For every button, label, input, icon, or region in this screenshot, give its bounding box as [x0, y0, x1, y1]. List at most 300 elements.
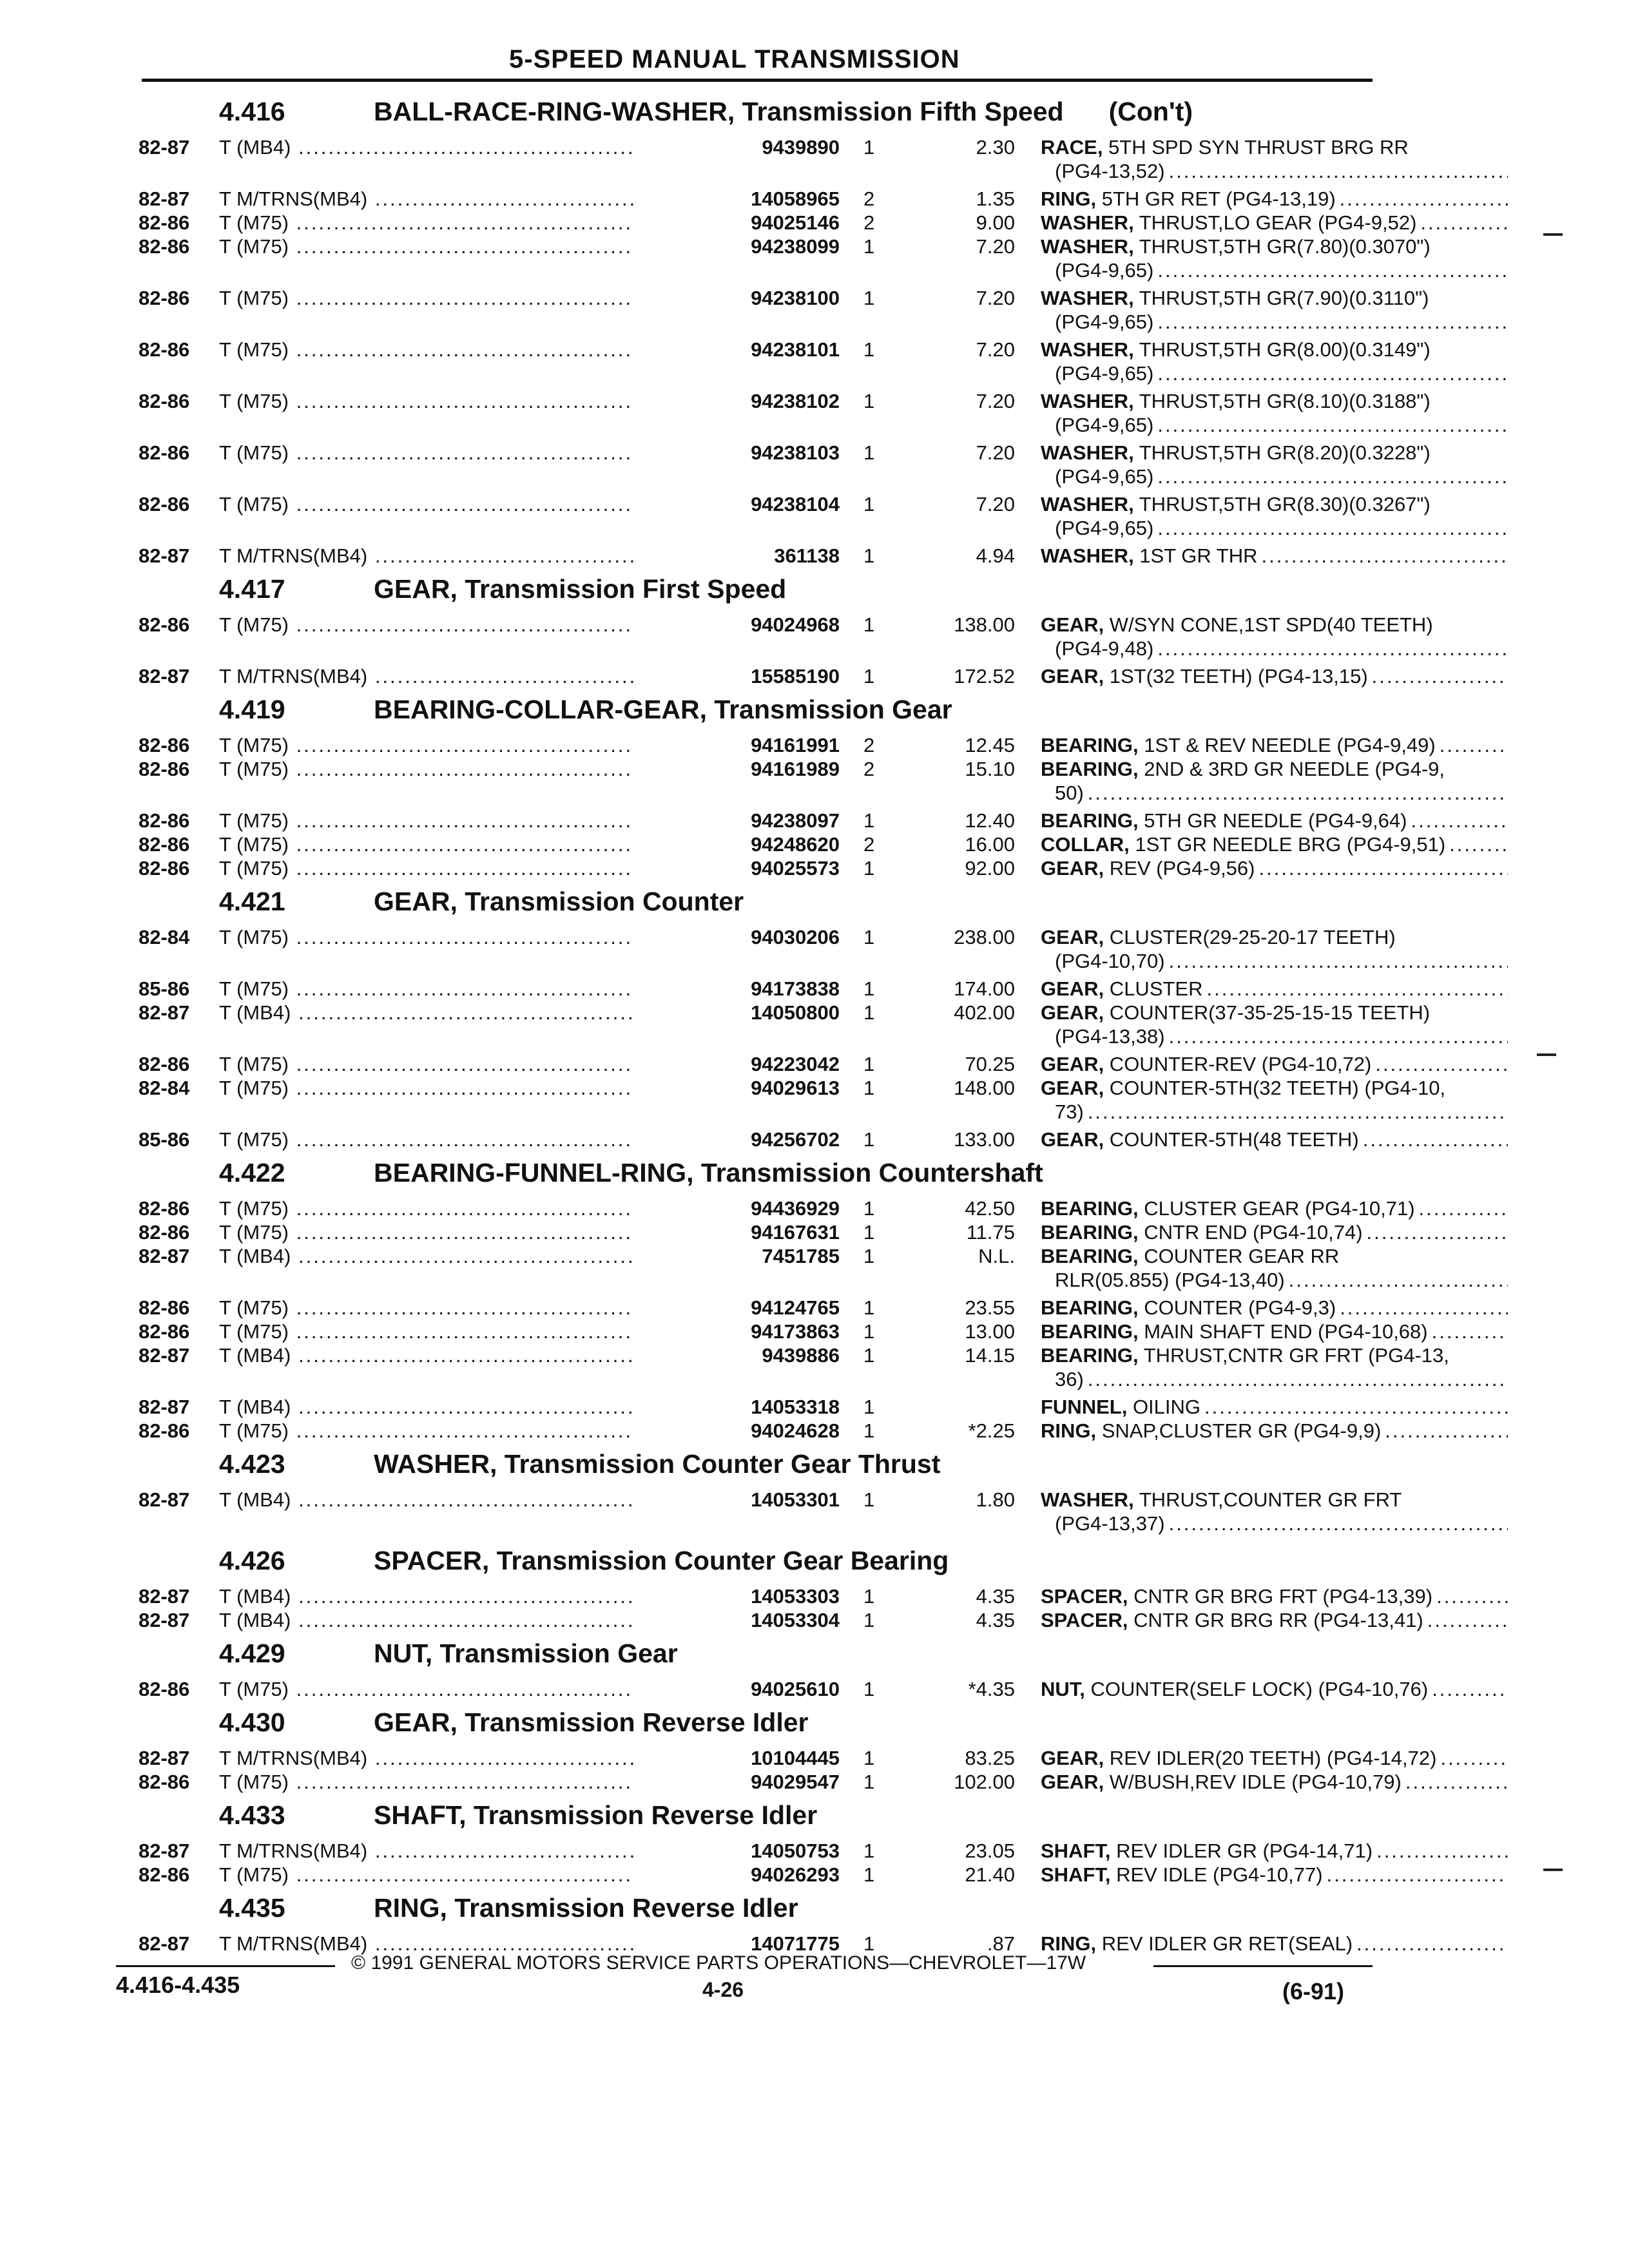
quantity: 1	[863, 1488, 875, 1511]
application: T (MB4) .....	[219, 1001, 702, 1024]
quantity: 1	[863, 857, 875, 879]
part-name-line	[1041, 1608, 1508, 1632]
part-name-detail: THRUST,5TH GR(8.10)(0.3188")	[1133, 390, 1431, 412]
part-name-line	[1041, 832, 1508, 856]
quantity: 1	[863, 1771, 875, 1793]
section-heading	[139, 880, 1382, 925]
price: N.L.	[978, 1245, 1015, 1267]
part-name	[1041, 389, 1508, 437]
part-type: RING,	[1041, 1932, 1097, 1955]
part-name-detail: COUNTER (PG4-9,3)	[1138, 1296, 1336, 1319]
part-name-line	[1041, 1001, 1508, 1024]
part-type: GEAR,	[1041, 1771, 1104, 1793]
section-title	[374, 695, 952, 725]
dot-leader	[1449, 832, 1508, 856]
dot-leader	[1088, 1100, 1508, 1124]
part-name-line	[1041, 1244, 1508, 1268]
application: T (M75) .....	[219, 338, 702, 361]
application: T M/TRNS(MB4) .....	[219, 187, 702, 211]
quantity: 1	[863, 1344, 875, 1367]
dot-leader	[1372, 664, 1508, 688]
part-row	[139, 1296, 1382, 1320]
model-years: 82-86	[139, 833, 190, 856]
part-name-detail: (PG4-13,38)	[1055, 1025, 1165, 1048]
part-number: 94238100	[635, 286, 840, 310]
quantity: 1	[863, 1396, 875, 1418]
part-name-text	[1041, 1052, 1371, 1076]
application: T M/TRNS(MB4) .....	[219, 664, 702, 688]
part-name-line	[1041, 856, 1508, 880]
model-years: 82-86	[139, 1678, 190, 1700]
part-name-line	[1041, 441, 1508, 465]
price: 4.35	[976, 1585, 1015, 1608]
quantity: 1	[863, 926, 875, 948]
quantity: 1	[863, 338, 875, 361]
price: 23.05	[965, 1840, 1015, 1862]
part-name-detail: 5TH GR NEEDLE (PG4-9,64)	[1138, 809, 1407, 832]
part-number: 14053303	[635, 1584, 840, 1608]
application: T (MB4) .....	[219, 1343, 702, 1367]
part-name-line	[1041, 1076, 1508, 1100]
application: T (M75) .....	[219, 757, 702, 781]
section-title	[374, 1639, 678, 1669]
part-number: 94025610	[635, 1677, 840, 1701]
quantity: 1	[863, 1001, 875, 1024]
price: 4.94	[976, 544, 1015, 567]
quantity: 2	[863, 833, 875, 856]
section-title	[374, 1800, 817, 1831]
part-row	[139, 1076, 1446, 1128]
part-name-detail: (PG4-9,65)	[1055, 362, 1154, 385]
dot-leader	[1157, 310, 1508, 334]
dot-leader	[1088, 781, 1508, 805]
part-name-line	[1041, 1367, 1508, 1391]
dot-leader	[1169, 949, 1508, 973]
model-years: 82-86	[139, 493, 190, 515]
price: 14.15	[965, 1344, 1015, 1367]
part-name-text	[1041, 1076, 1445, 1100]
part-number: 94161991	[635, 733, 840, 757]
section-title-text: NUT, Transmission Gear	[374, 1639, 678, 1668]
part-name-detail: 1ST & REV NEEDLE (PG4-9,49)	[1138, 734, 1436, 756]
part-name-line	[1041, 1419, 1508, 1443]
model-years: 82-86	[139, 734, 190, 756]
part-number: 14071775	[635, 1932, 840, 1956]
part-number: 94238099	[635, 235, 840, 258]
parts-section	[139, 90, 1431, 568]
part-name-detail: THRUST,5TH GR(8.00)(0.3149")	[1133, 338, 1431, 361]
part-row	[139, 1244, 1382, 1296]
part-name	[1041, 733, 1508, 757]
part-name-line	[1041, 1024, 1508, 1048]
price: 7.20	[976, 338, 1015, 361]
quantity: 1	[863, 136, 875, 159]
part-name-detail: 1ST GR NEEDLE BRG (PG4-9,51)	[1129, 833, 1446, 856]
quantity: 1	[863, 665, 875, 687]
margin-mark	[1537, 1053, 1556, 1056]
price: 2.30	[976, 136, 1015, 159]
part-row	[139, 1770, 1402, 1794]
price: 13.00	[965, 1320, 1015, 1343]
part-name-line	[1041, 1268, 1508, 1292]
part-row	[139, 235, 1431, 286]
application: T (M75) .....	[219, 492, 702, 516]
part-type: GEAR,	[1041, 926, 1104, 948]
model-years: 85-86	[139, 977, 190, 1000]
part-number: 361138	[635, 544, 840, 568]
quantity: 2	[863, 758, 875, 780]
part-name-text	[1041, 1932, 1353, 1956]
quantity: 1	[863, 1128, 875, 1151]
quantity: 1	[863, 1320, 875, 1343]
application: T (M75) .....	[219, 1052, 702, 1076]
dot-leader	[1367, 1220, 1508, 1244]
section-number: 4.421	[219, 887, 285, 916]
header-rule	[142, 79, 1373, 82]
part-name-line	[1041, 1296, 1508, 1320]
model-years: 82-87	[139, 1932, 190, 1955]
part-name-detail: 1ST(32 TEETH) (PG4-13,15)	[1104, 665, 1368, 687]
quantity: 1	[863, 1296, 875, 1319]
part-number: 94024628	[635, 1419, 840, 1443]
part-name	[1041, 1677, 1508, 1701]
part-number: 94238103	[635, 441, 840, 465]
part-type: GEAR,	[1041, 1077, 1104, 1099]
section-title-text: WASHER, Transmission Counter Gear Thrust	[374, 1449, 941, 1479]
section-title	[374, 1449, 940, 1479]
part-number: 94238102	[635, 389, 840, 413]
model-years: 82-86	[139, 211, 190, 234]
part-name	[1041, 613, 1508, 660]
part-name-line	[1041, 1488, 1508, 1512]
model-years: 82-87	[139, 1001, 190, 1024]
part-name-detail: W/BUSH,REV IDLE (PG4-10,79)	[1104, 1771, 1402, 1793]
quantity: 1	[863, 1840, 875, 1862]
section-heading	[139, 568, 1382, 613]
parts-section	[139, 568, 1433, 688]
parts-section	[139, 1151, 1449, 1443]
part-name-detail: 5TH GR RET (PG4-13,19)	[1096, 187, 1336, 210]
dot-leader	[1327, 1863, 1508, 1887]
part-name-detail: COUNTER-5TH(32 TEETH) (PG4-10,	[1104, 1077, 1446, 1099]
part-name-detail: (PG4-9,65)	[1055, 311, 1154, 333]
part-number: 94238101	[635, 338, 840, 361]
part-name-detail: 50)	[1055, 782, 1084, 804]
part-name	[1041, 1343, 1508, 1391]
application: T (M75) .....	[219, 1128, 702, 1151]
margin-mark	[1543, 1869, 1563, 1871]
part-row	[139, 1584, 1433, 1608]
part-name-line	[1041, 1584, 1508, 1608]
model-years: 82-86	[139, 1863, 190, 1886]
dot-leader	[1157, 465, 1508, 488]
part-name-detail: (PG4-9,48)	[1055, 637, 1154, 660]
section-heading	[139, 1539, 1382, 1584]
part-row	[139, 1863, 1382, 1887]
part-type: GEAR,	[1041, 613, 1104, 636]
section-number: 4.429	[219, 1639, 285, 1668]
dot-leader	[1411, 809, 1508, 832]
part-name-detail: THRUST,5TH GR(8.20)(0.3228")	[1133, 441, 1431, 464]
price: .87	[987, 1932, 1015, 1955]
application: T (MB4) .....	[219, 1608, 702, 1632]
part-number: 94238097	[635, 809, 840, 832]
part-name-text	[1055, 781, 1084, 805]
part-type: BEARING,	[1041, 809, 1139, 832]
dot-leader	[1432, 1320, 1508, 1343]
part-name-detail: (PG4-13,37)	[1055, 1512, 1165, 1535]
part-name	[1041, 187, 1508, 211]
part-name-text	[1041, 338, 1431, 361]
part-type: BEARING,	[1041, 1245, 1139, 1267]
part-type: BEARING,	[1041, 1344, 1139, 1367]
part-name	[1041, 1296, 1508, 1320]
part-name-line	[1041, 1395, 1508, 1419]
part-row	[139, 1343, 1449, 1395]
part-name-text	[1041, 1677, 1428, 1701]
parts-section	[139, 1632, 1429, 1701]
part-number: 94124765	[635, 1296, 840, 1320]
part-name-detail: W/SYN CONE,1ST SPD(40 TEETH)	[1104, 613, 1433, 636]
part-name-text	[1041, 1770, 1402, 1794]
part-name-line	[1041, 516, 1508, 540]
part-name	[1041, 832, 1508, 856]
part-name-line	[1041, 781, 1508, 805]
part-type: WASHER,	[1041, 441, 1134, 464]
part-name-line	[1041, 613, 1508, 637]
part-name-line	[1041, 135, 1508, 159]
section-title-text: BEARING-FUNNEL-RING, Transmission Countershaft	[374, 1158, 1043, 1187]
dot-leader	[1157, 516, 1508, 540]
dot-leader	[1405, 1770, 1508, 1794]
dot-leader	[1207, 977, 1509, 1001]
part-name-detail: THRUST,5TH GR(7.80)(0.3070")	[1133, 235, 1431, 258]
part-name-text	[1041, 1419, 1381, 1443]
part-name-line	[1041, 1128, 1508, 1151]
part-number: 15585190	[635, 664, 840, 688]
application: T (MB4) .....	[219, 1584, 702, 1608]
part-row	[139, 211, 1417, 235]
part-name-detail: (PG4-9,65)	[1055, 414, 1154, 436]
part-number: 94025146	[635, 211, 840, 235]
dot-leader	[1169, 1024, 1508, 1048]
running-header: 5-SPEED MANUAL TRANSMISSION	[509, 45, 960, 73]
part-name-text	[1055, 465, 1153, 488]
price: 238.00	[954, 926, 1015, 948]
application: T (M75) .....	[219, 235, 702, 258]
part-name	[1041, 1196, 1508, 1220]
part-type: WASHER,	[1041, 338, 1134, 361]
part-type: BEARING,	[1041, 734, 1139, 756]
part-name-detail: (PG4-9,65)	[1055, 465, 1154, 488]
part-row	[139, 1001, 1431, 1052]
part-name-line	[1041, 1052, 1508, 1076]
model-years: 82-87	[139, 1344, 190, 1367]
part-name-text	[1055, 1024, 1165, 1048]
part-name-detail: COUNTER GEAR RR	[1138, 1245, 1340, 1267]
part-name-detail: REV IDLER GR RET(SEAL)	[1096, 1932, 1353, 1955]
model-years: 82-86	[139, 1053, 190, 1075]
part-name-text	[1055, 361, 1153, 385]
part-name-text	[1041, 286, 1429, 310]
part-name-detail: RLR(05.855) (PG4-13,40)	[1055, 1269, 1285, 1291]
price: 70.25	[965, 1053, 1015, 1075]
model-years: 82-84	[139, 1077, 190, 1099]
dot-leader	[1340, 187, 1508, 211]
part-name-text	[1055, 1100, 1084, 1124]
quantity: 1	[863, 287, 875, 309]
part-name-text	[1055, 258, 1153, 282]
part-name	[1041, 1419, 1508, 1443]
section-title	[374, 97, 1193, 127]
part-name	[1041, 1244, 1508, 1292]
part-name-text	[1041, 1244, 1339, 1268]
section-number: 4.433	[219, 1800, 285, 1830]
dot-leader	[1436, 1584, 1508, 1608]
model-years: 82-84	[139, 926, 190, 948]
model-years: 82-86	[139, 390, 190, 412]
application: T (M75) .....	[219, 1677, 702, 1701]
price: *2.25	[968, 1419, 1015, 1442]
application: T (M75) .....	[219, 733, 702, 757]
part-name-detail: (PG4-9,65)	[1055, 517, 1154, 539]
application: T M/TRNS(MB4) .....	[219, 1839, 702, 1863]
section-number: 4.416	[219, 97, 285, 126]
part-name-text	[1041, 235, 1431, 258]
model-years: 82-86	[139, 338, 190, 361]
part-name	[1041, 1220, 1508, 1244]
part-name	[1041, 1128, 1508, 1151]
part-name-text	[1055, 1367, 1084, 1391]
part-row	[139, 338, 1431, 389]
part-name-text	[1041, 1488, 1402, 1512]
part-name-detail: CNTR GR BRG FRT (PG4-13,39)	[1128, 1585, 1433, 1608]
part-name-detail: THRUST,5TH GR(7.90)(0.3110")	[1133, 287, 1429, 309]
part-name-line	[1041, 1770, 1508, 1794]
part-name-detail: REV IDLE (PG4-10,77)	[1110, 1863, 1323, 1886]
part-name	[1041, 1488, 1508, 1535]
parts-section	[139, 1443, 1402, 1539]
part-type: BEARING,	[1041, 1296, 1139, 1319]
part-type: BEARING,	[1041, 1221, 1139, 1244]
part-row	[139, 1488, 1402, 1539]
price: 12.40	[965, 809, 1015, 832]
quantity: 1	[863, 235, 875, 258]
dot-leader	[1440, 733, 1508, 757]
section-title-text: SPACER, Transmission Counter Gear Bearing	[374, 1546, 949, 1575]
part-name-line	[1041, 977, 1508, 1001]
section-title-text: GEAR, Transmission Counter	[374, 887, 744, 916]
section-title-text: GEAR, Transmission Reverse Idler	[374, 1707, 809, 1737]
price: 83.25	[965, 1747, 1015, 1769]
part-row	[139, 664, 1382, 688]
part-name	[1041, 856, 1508, 880]
part-number: 14053304	[635, 1608, 840, 1632]
part-name-text	[1055, 949, 1165, 973]
part-name-line	[1041, 544, 1508, 568]
model-years: 82-86	[139, 1771, 190, 1793]
part-name-detail: CLUSTER(29-25-20-17 TEETH)	[1104, 926, 1396, 948]
part-name-line	[1041, 925, 1508, 949]
part-name-text	[1041, 977, 1203, 1001]
part-row	[139, 1839, 1382, 1863]
part-row	[139, 1196, 1415, 1220]
part-name-line	[1041, 187, 1508, 211]
part-name-line	[1041, 1863, 1508, 1887]
model-years: 82-87	[139, 187, 190, 210]
part-number: 10104445	[635, 1746, 840, 1770]
price: 148.00	[954, 1077, 1015, 1099]
part-name-line	[1041, 258, 1508, 282]
part-row	[139, 1677, 1429, 1701]
part-name-detail: (PG4-9,65)	[1055, 259, 1154, 282]
application: T (M75) .....	[219, 1220, 702, 1244]
section-number: 4.422	[219, 1158, 285, 1187]
part-name-line	[1041, 465, 1508, 488]
part-name	[1041, 211, 1508, 235]
part-name-line	[1041, 361, 1508, 385]
part-name	[1041, 235, 1508, 282]
parts-listing	[139, 90, 1449, 1956]
part-name-detail: THRUST,5TH GR(8.30)(0.3267")	[1133, 493, 1431, 515]
model-years: 82-86	[139, 235, 190, 258]
part-number: 94025573	[635, 856, 840, 880]
part-name-text	[1041, 1296, 1336, 1320]
part-row	[139, 286, 1429, 338]
price: 402.00	[954, 1001, 1015, 1024]
application: T (MB4) .....	[219, 1488, 702, 1512]
part-name-line	[1041, 159, 1508, 183]
section-heading	[139, 1701, 1382, 1746]
part-number: 94238104	[635, 492, 840, 516]
part-name-line	[1041, 286, 1508, 310]
application: T M/TRNS(MB4) .....	[219, 544, 702, 568]
part-name-text	[1041, 733, 1436, 757]
application: T (MB4) .....	[219, 1395, 702, 1419]
part-name	[1041, 664, 1508, 688]
application: T (M75) .....	[219, 977, 702, 1001]
part-type: WASHER,	[1041, 390, 1134, 412]
model-years: 82-86	[139, 857, 190, 879]
application: T (M75) .....	[219, 925, 702, 949]
part-number: 94029613	[635, 1076, 840, 1100]
dot-leader	[1157, 637, 1508, 660]
part-name-line	[1041, 1320, 1508, 1343]
model-years: 82-86	[139, 809, 190, 832]
part-name-text	[1041, 211, 1416, 235]
application: T (M75) .....	[219, 1320, 702, 1343]
part-name-text	[1041, 1746, 1436, 1770]
application: T M/TRNS(MB4) .....	[219, 1746, 702, 1770]
model-years: 82-86	[139, 1221, 190, 1244]
part-name-text	[1041, 1395, 1200, 1419]
model-years: 82-86	[139, 1296, 190, 1319]
part-name-line	[1041, 949, 1508, 973]
section-heading	[139, 1794, 1382, 1839]
part-name-text	[1041, 1220, 1363, 1244]
part-number: 94256702	[635, 1128, 840, 1151]
part-type: BEARING,	[1041, 758, 1139, 780]
part-type: GEAR,	[1041, 857, 1104, 879]
part-name	[1041, 1320, 1508, 1343]
section-number: 4.430	[219, 1707, 285, 1737]
part-row	[139, 809, 1407, 832]
quantity: 1	[863, 1585, 875, 1608]
part-name-line	[1041, 664, 1508, 688]
part-name-line	[1041, 310, 1508, 334]
price: 172.52	[954, 665, 1015, 687]
dot-leader	[1169, 159, 1508, 183]
